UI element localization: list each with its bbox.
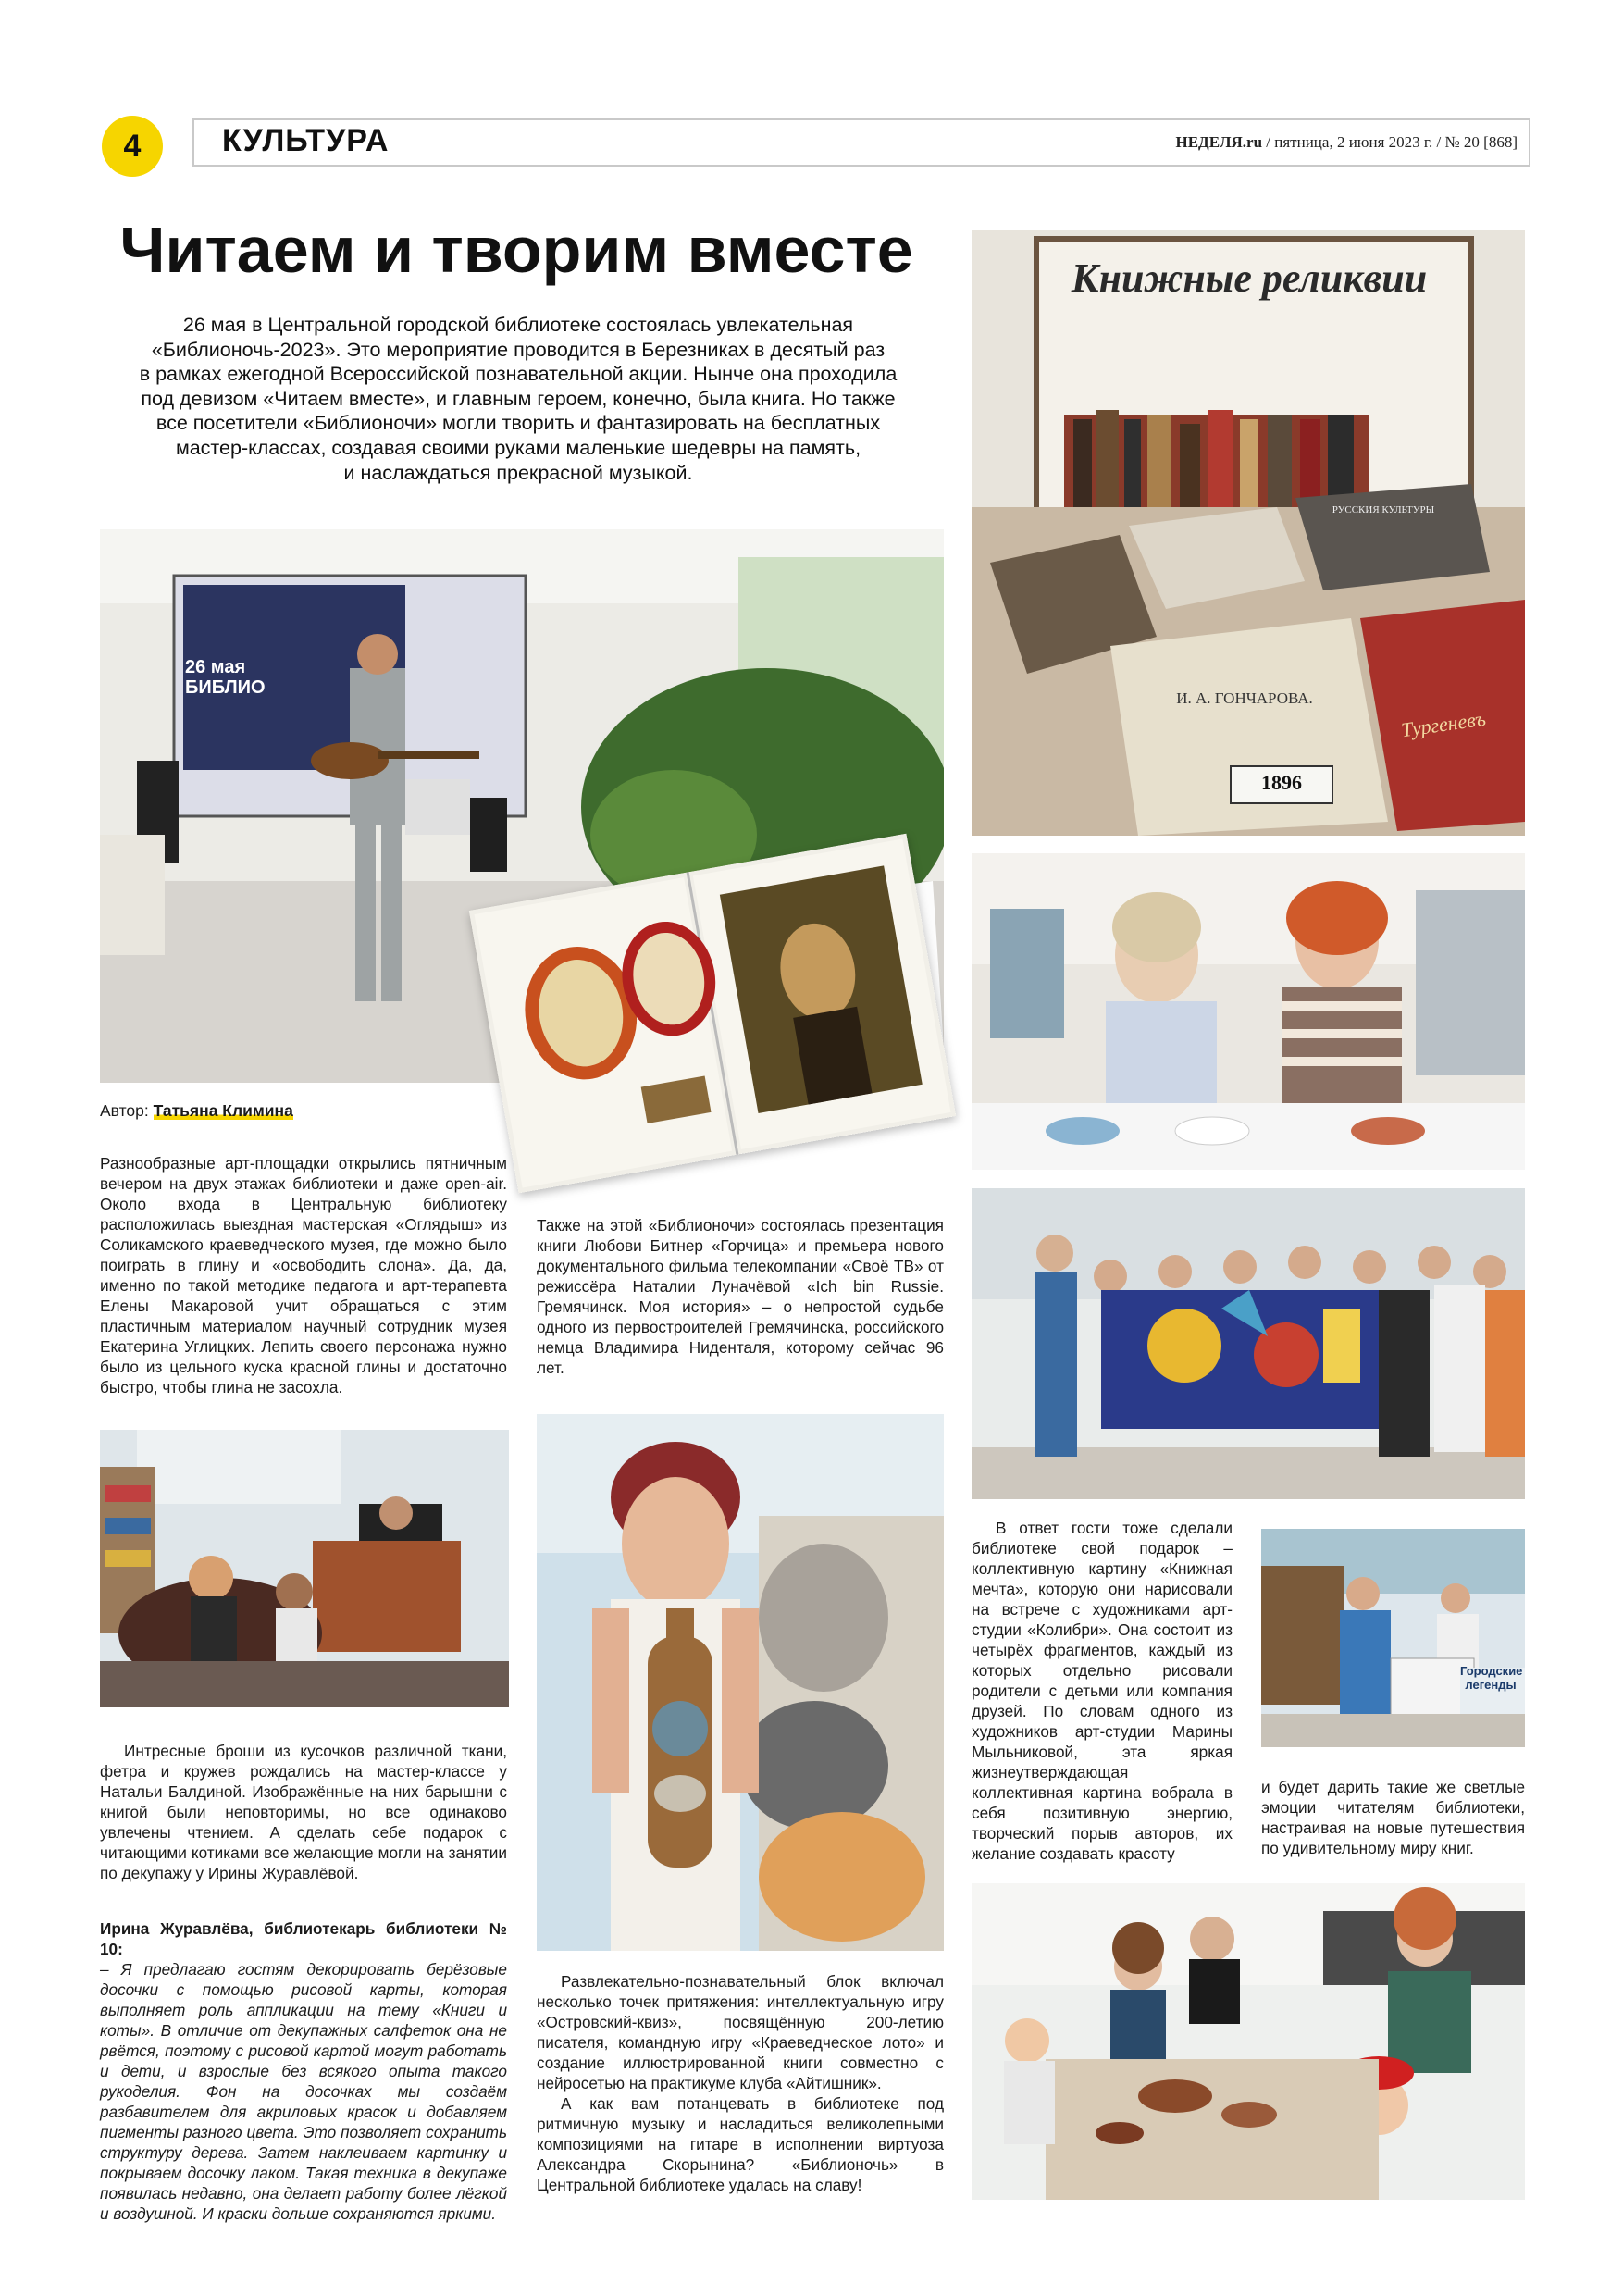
col4-paragraph	[1261, 1777, 1525, 1858]
col3-paragraph	[972, 1518, 1233, 1864]
relics-sign-text: Книжные реликвии	[1071, 255, 1428, 301]
col1-p2-text: Интресные броши из кусочков различной ткани, фетра и кружев рождались на мастер-классе у Натальи Балдиной. Изображённые на них барышни с книгой были неповторимы, но все одинаково увлечены чтением. А сделать себе подарок с читающими котиками все желающие могли на занятии по декупажу у Ирины Журавлёвой.	[100, 1742, 507, 1882]
brand-name: НЕДЕЛЯ.ru	[1175, 133, 1263, 151]
banner-text: Городские легенды	[1460, 1664, 1523, 1692]
quote-author: Ирина Журавлёва, библиотекарь библиотеки № 10:	[100, 1919, 507, 1958]
photo-girl-decoupage	[537, 1414, 944, 1951]
col2-p1-text: Также на этой «Библионочи» состоялась презентация книги Любови Битнер «Горчица» и премьера нового документального фильма телекомпании «Своё ТВ» от режиссёра Наталии Луначёвой «Ich bin Russie. Гремячинск. Моя история» – о непростой судьбе одного из первостроителей Гремячинска, российского немца Владимира Ниденталя, которому сейчас 96 лет.	[537, 1216, 944, 1377]
book-russian-text: РУССКИЯ КУЛЬТУРЫ	[1332, 504, 1435, 515]
issue-info	[1092, 133, 1518, 152]
author-name: Татьяна Климина	[153, 1101, 293, 1120]
lead-line: в рамках ежегодной Всероссийской познавательной акции. Нынче она проходила	[139, 363, 898, 386]
col2-p3-text: А как вам потанцевать в библиотеке под ритмичную музыку и насладиться великолепными композициями на гитаре в исполнении виртуоза Александра Скорынина? «Библионочь» в Центральной библиотеке удалась на славу!	[537, 2094, 944, 2194]
lead-line: под девизом «Читаем вместе», и главным героем, конечно, была книга. Но также	[141, 387, 896, 410]
section-title: КУЛЬТУРА	[222, 123, 390, 158]
col2-paragraph-2	[537, 1971, 944, 2195]
book-goncharov-text: И. А. ГОНЧАРОВА.	[1176, 689, 1313, 707]
article-title: Читаем и творим вместе	[119, 214, 913, 286]
photo-book-relics	[972, 230, 1525, 836]
col1-paragraph-1	[100, 1153, 507, 1397]
lead-line: и наслаждаться прекрасной музыкой.	[343, 461, 693, 484]
col2-p2-text: Развлекательно-познавательный блок включал несколько точек притяжения: интеллектуальную игру «Островский-квиз», посвящённую 200-летию писателя, командную игру «Краеведческое лото» и создание иллюстрированной книги совместно с нейросетью на практикуме клуба «Айтишник».	[537, 1972, 944, 2092]
author-label: Автор:	[100, 1101, 149, 1120]
lead-line: все посетители «Библионочи» могли творить и фантазировать на бесплатных	[155, 412, 881, 435]
lead-line: мастер-классах, создавая своими руками маленькие шедевры на память,	[175, 436, 861, 459]
photo-women-painting	[972, 853, 1525, 1170]
lead-line: «Библионочь-2023». Это мероприятие проводится в Березниках в десятый раз	[151, 338, 886, 361]
author-line	[100, 1101, 293, 1121]
page-number: 4	[123, 129, 142, 164]
screen-text: 26 мая БИБЛИО	[185, 657, 266, 698]
quote-text: – Я предлагаю гостям декорировать берёзовые досочки с помощью рисовой карты, которая выполняет роль аппликации на тему «Книги и коты». В отличие от декупажных салфеток она не рвётся, поэтому с рисовой картой могут работать и дети, и взрослые без всякого опыта такого рукоделия. Фон на досочках мы создаём разбавителем для акриловых красок и добавляем пигменты разного цвета. Это позволяет сохранить структуру дерева. Затем наклеиваем картинку и покрываем досочку лаком. Такая техника в декупаже появилась недавно, она делает работу более лёгкой и воздушной. И краски дольше сохраняются яркими.	[100, 1960, 507, 2223]
article-lead	[111, 313, 925, 485]
col3-p1-text: В ответ гости тоже сделали библиотеке свой подарок – коллективную картину «Книжная мечта», которую они нарисовали на встрече с художниками арт-студии «Колибри». Она состоит из четырёх фрагментов, каждый из которых отдельно рисовали родители с детьми или компания друзей. По словам одного из художников арт-студии Марины Мыльниковой, эта яркая жизнеутверждающая коллективная картина вобрала в себя позитивную энергию, творческий порыв авторов, их желание создавать красоту	[972, 1519, 1233, 1863]
col2-paragraph-1	[537, 1215, 944, 1378]
lead-line: 26 мая в Центральной городской библиотеке состоялась увлекательная	[182, 314, 854, 336]
photo-group-painting	[972, 1188, 1525, 1499]
book-red-text: Тургеневъ	[1399, 706, 1488, 742]
photo-town-legends	[1261, 1529, 1525, 1747]
book-year-label: 1896	[1261, 771, 1302, 794]
issue-details: / пятница, 2 июня 2023 г. / № 20 [868]	[1266, 133, 1518, 151]
col1-paragraph-2	[100, 1741, 507, 1883]
photo-computer-room	[100, 1430, 509, 1707]
col1-p1-text: Разнообразные арт-площадки открылись пятничным вечером на двух этажах библиотеки и даже open-air. Около входа в Центральную библиотеку расположилась выездная мастерская «Оглядыш» из Соликамского краеведческого музея, где можно было поиграть в глину и «освободить слона». Да, да, именно по такой методике педагога и арт-терапевта Елены Макаровой учит обращаться с этим пластичным материалом научный сотрудник музея Екатерина Углицких. Лепить своего персонажа нужно было из цельного куска красной глины и достаточно быстро, чтобы глина не засохла.	[100, 1154, 507, 1396]
photo-children-clay	[972, 1883, 1525, 2200]
quote-block	[100, 1918, 507, 2224]
col4-p1-text: и будет дарить такие же светлые эмоции читателям библиотеки, настраивая на новые путешествия по удивительному миру книг.	[1261, 1778, 1525, 1857]
